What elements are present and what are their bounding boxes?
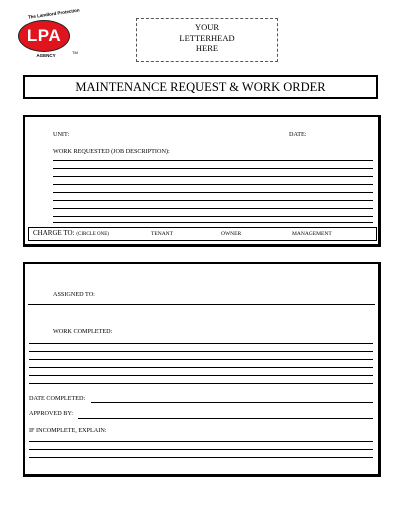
option-tenant[interactable]: TENANT	[151, 231, 173, 237]
unit-label: UNIT:	[53, 131, 70, 138]
work-requested-line[interactable]	[53, 192, 373, 193]
work-completed-line[interactable]	[29, 351, 373, 352]
logo-arc-bottom-text: AGENCY	[36, 53, 56, 58]
work-requested-line[interactable]	[53, 200, 373, 201]
letterhead-line-2: LETTERHEAD	[179, 32, 235, 43]
lpa-logo	[12, 7, 80, 60]
incomplete-explain-line[interactable]	[29, 441, 373, 442]
incomplete-explain-label: IF INCOMPLETE, EXPLAIN:	[29, 427, 107, 434]
date-label: DATE:	[289, 131, 307, 138]
approved-by-label: APPROVED BY:	[29, 410, 73, 417]
work-requested-line[interactable]	[53, 168, 373, 169]
work-completed-line[interactable]	[29, 359, 373, 360]
logo-letters: LPA	[26, 26, 62, 45]
date-completed-line[interactable]	[91, 402, 373, 403]
work-completed-line[interactable]	[29, 367, 373, 368]
work-requested-line[interactable]	[53, 160, 373, 161]
form-title: MAINTENANCE REQUEST & WORK ORDER	[23, 75, 378, 99]
date-completed-label: DATE COMPLETED:	[29, 395, 86, 402]
circle-one-hint: (CIRCLE ONE)	[76, 232, 109, 237]
work-requested-line[interactable]	[53, 176, 373, 177]
logo-arc-top-text: The Landlord Protection	[27, 7, 80, 20]
logo-oval	[18, 20, 70, 52]
incomplete-explain-line[interactable]	[29, 449, 373, 450]
assigned-to-label: ASSIGNED TO:	[53, 291, 95, 298]
assigned-to-line[interactable]	[28, 304, 375, 305]
incomplete-explain-line[interactable]	[29, 457, 373, 458]
charge-to-text: CHARGE TO:	[33, 229, 75, 237]
approved-by-line[interactable]	[78, 418, 373, 419]
option-owner[interactable]: OWNER	[221, 231, 242, 237]
work-completed-line[interactable]	[29, 343, 373, 344]
work-requested-line[interactable]	[53, 208, 373, 209]
work-completed-line[interactable]	[29, 383, 373, 384]
charge-to-label	[33, 229, 109, 237]
work-completed-label: WORK COMPLETED:	[53, 328, 113, 335]
work-requested-line[interactable]	[53, 222, 373, 223]
work-requested-label: WORK REQUESTED (JOB DESCRIPTION):	[53, 148, 170, 155]
logo-trademark: TM	[72, 50, 78, 55]
letterhead-line-3: HERE	[195, 43, 219, 53]
work-completed-line[interactable]	[29, 375, 373, 376]
work-requested-line[interactable]	[53, 216, 373, 217]
letterhead-line-1: YOUR	[194, 22, 220, 32]
option-management[interactable]: MANAGEMENT	[292, 231, 332, 237]
work-requested-line[interactable]	[53, 184, 373, 185]
letterhead-placeholder	[136, 18, 278, 62]
